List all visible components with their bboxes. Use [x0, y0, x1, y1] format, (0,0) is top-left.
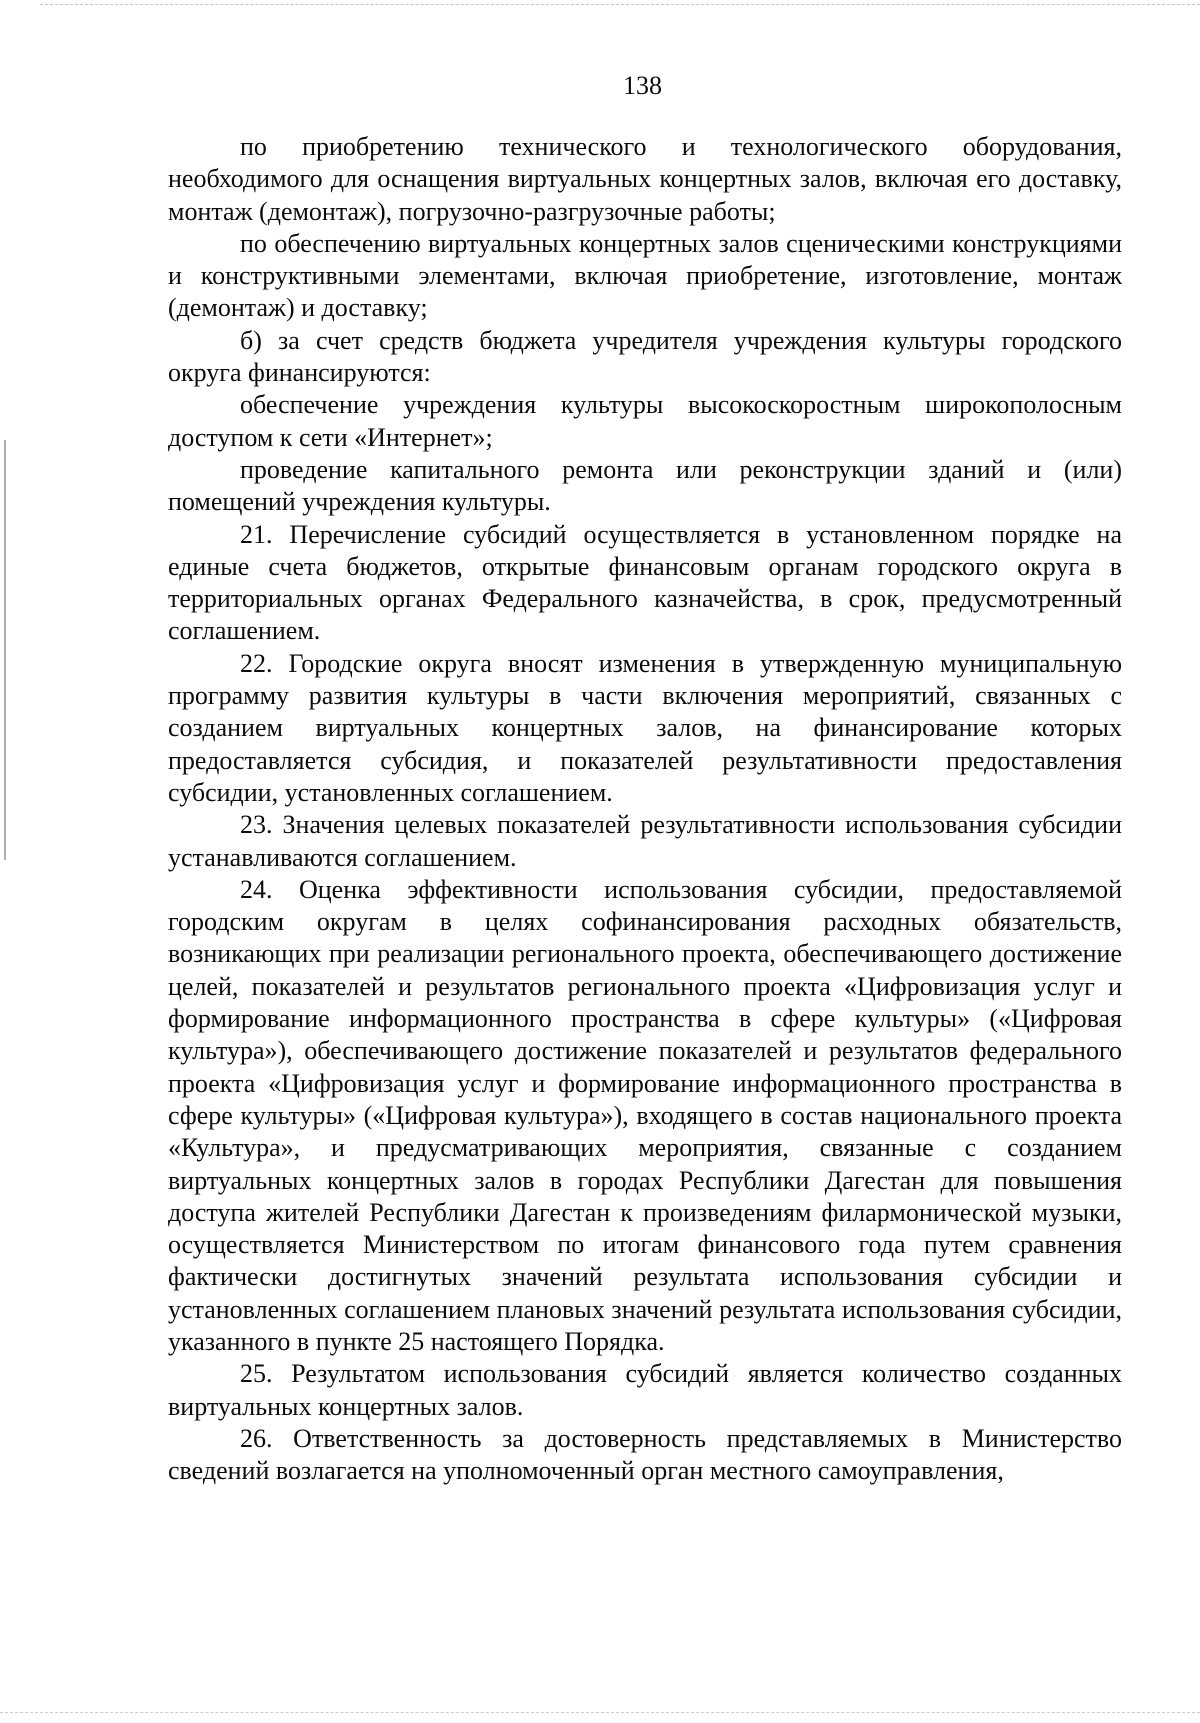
scan-edge-left — [4, 440, 6, 860]
paragraph: по обеспечению виртуальных концертных залов сценическими конструкциями и конструктивными элементами, включая приобретение, изготовление, монтаж (демонтаж) и доставку; — [168, 228, 1122, 323]
scan-edge-bottom — [0, 1712, 1200, 1715]
paragraph: по приобретению технического и технологического оборудования, необходимого для оснащения виртуальных концертных залов, включая его доставку, монтаж (демонтаж), погрузочно-разгрузочные работы; — [168, 132, 1122, 226]
paragraph: б) за счет средств бюджета учредителя учреждения культуры городского округа финансируются: — [168, 325, 1122, 388]
paragraph: обеспечение учреждения культуры высокоскоростным широкополосным доступом к сети «Интернет»; — [168, 390, 1122, 452]
paragraph: 22. Городские округа вносят изменения в утвержденную муниципальную программу развития культуры в части включения мероприятий, связанных с созданием виртуальных концертных залов, на финансирование которых предоставляется субсидия, и показателей результативности предоставления субсидии, установленных соглашением. — [168, 648, 1122, 807]
paragraph: 26. Ответственность за достоверность представляемых в Министерство сведений возлагается на уполномоченный орган местного самоуправления, — [168, 1423, 1122, 1486]
page-number: 138 — [623, 71, 662, 100]
paragraph: 25. Результатом использования субсидий является количество созданных виртуальных концертных залов. — [168, 1359, 1122, 1421]
paragraph: 24. Оценка эффективности использования субсидии, предоставляемой городским округам в целях софинансирования расходных обязательств, возникающих при реализации регионального проекта, обеспечивающего достижение целей, показателей и результатов регионального проекта «Цифровизация услуг и формирование информационного пространства в сфере культуры» («Цифровая культура»), обеспечивающего достижение показателей и результатов федерального проекта «Цифровизация услуг и формирование информационного пространства в сфере культуры» («Цифровая культура»), входящего в состав национального проекта «Культура», и предусматривающих мероприятия, связанные с созданием виртуальных концертных залов в городах Республики Дагестан для повышения доступа жителей Республики Дагестан к произведениям филармонической музыки, осуществляется Министерством по итогам финансового года путем сравнения фактически достигнутых значений результата использования субсидии и установленных соглашением плановых значений результата использования субсидии, указанного в пункте 25 настоящего Порядка. — [168, 874, 1122, 1356]
paragraph: 23. Значения целевых показателей результативности использования субсидии устанавливаются соглашением. — [168, 810, 1122, 872]
document-body — [168, 131, 1122, 1487]
scan-edge-top — [40, 4, 1200, 7]
paragraph: проведение капитального ремонта или реконструкции зданий и (или) помещений учреждения культуры. — [168, 454, 1122, 517]
paragraph: 21. Перечисление субсидий осуществляется в установленном порядке на единые счета бюджетов, открытые финансовым органам городского округа в территориальных органах Федерального казначейства, в срок, предусмотренный соглашением. — [168, 519, 1122, 646]
